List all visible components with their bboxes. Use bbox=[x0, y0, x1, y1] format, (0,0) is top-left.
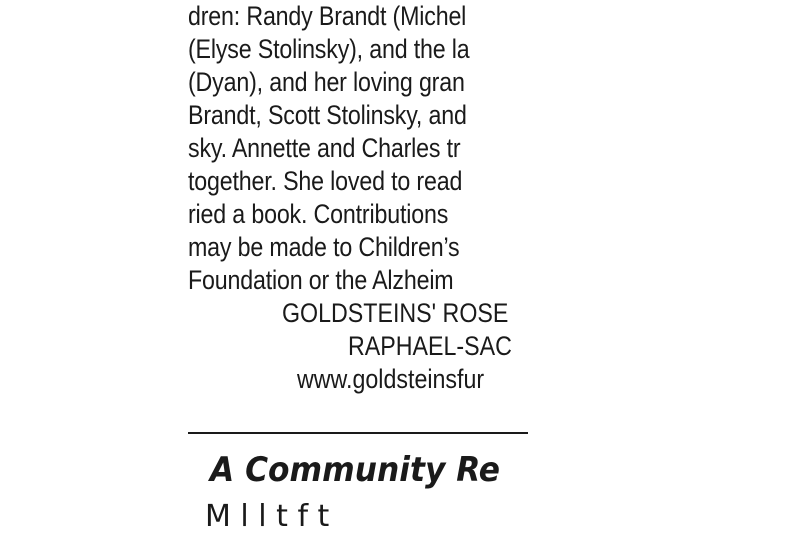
obituary-line: dren: Randy Brandt (Michel bbox=[188, 1, 467, 31]
obituary-line: Foundation or the Alzheim bbox=[188, 265, 454, 295]
cut-off-text-line: M l l t f t bbox=[205, 499, 330, 534]
section-divider bbox=[188, 432, 528, 434]
funeral-home-name: GOLDSTEINS' ROSE bbox=[282, 298, 509, 328]
obituary-line: sky. Annette and Charles tr bbox=[188, 133, 461, 163]
obituary-line: may be made to Children’s bbox=[188, 232, 460, 262]
obituary-line: together. She loved to read bbox=[188, 166, 463, 196]
obituary-line: (Elyse Stolinsky), and the la bbox=[188, 34, 470, 64]
section-heading: A Community Re bbox=[210, 450, 500, 490]
obituary-line: (Dyan), and her loving gran bbox=[188, 67, 465, 97]
obituary-line: Brandt, Scott Stolinsky, and bbox=[188, 100, 467, 130]
funeral-home-website: www.goldsteinsfur bbox=[297, 364, 485, 394]
funeral-home-subname: RAPHAEL-SAC bbox=[348, 331, 512, 361]
obituary-line: ried a book. Contributions bbox=[188, 199, 449, 229]
